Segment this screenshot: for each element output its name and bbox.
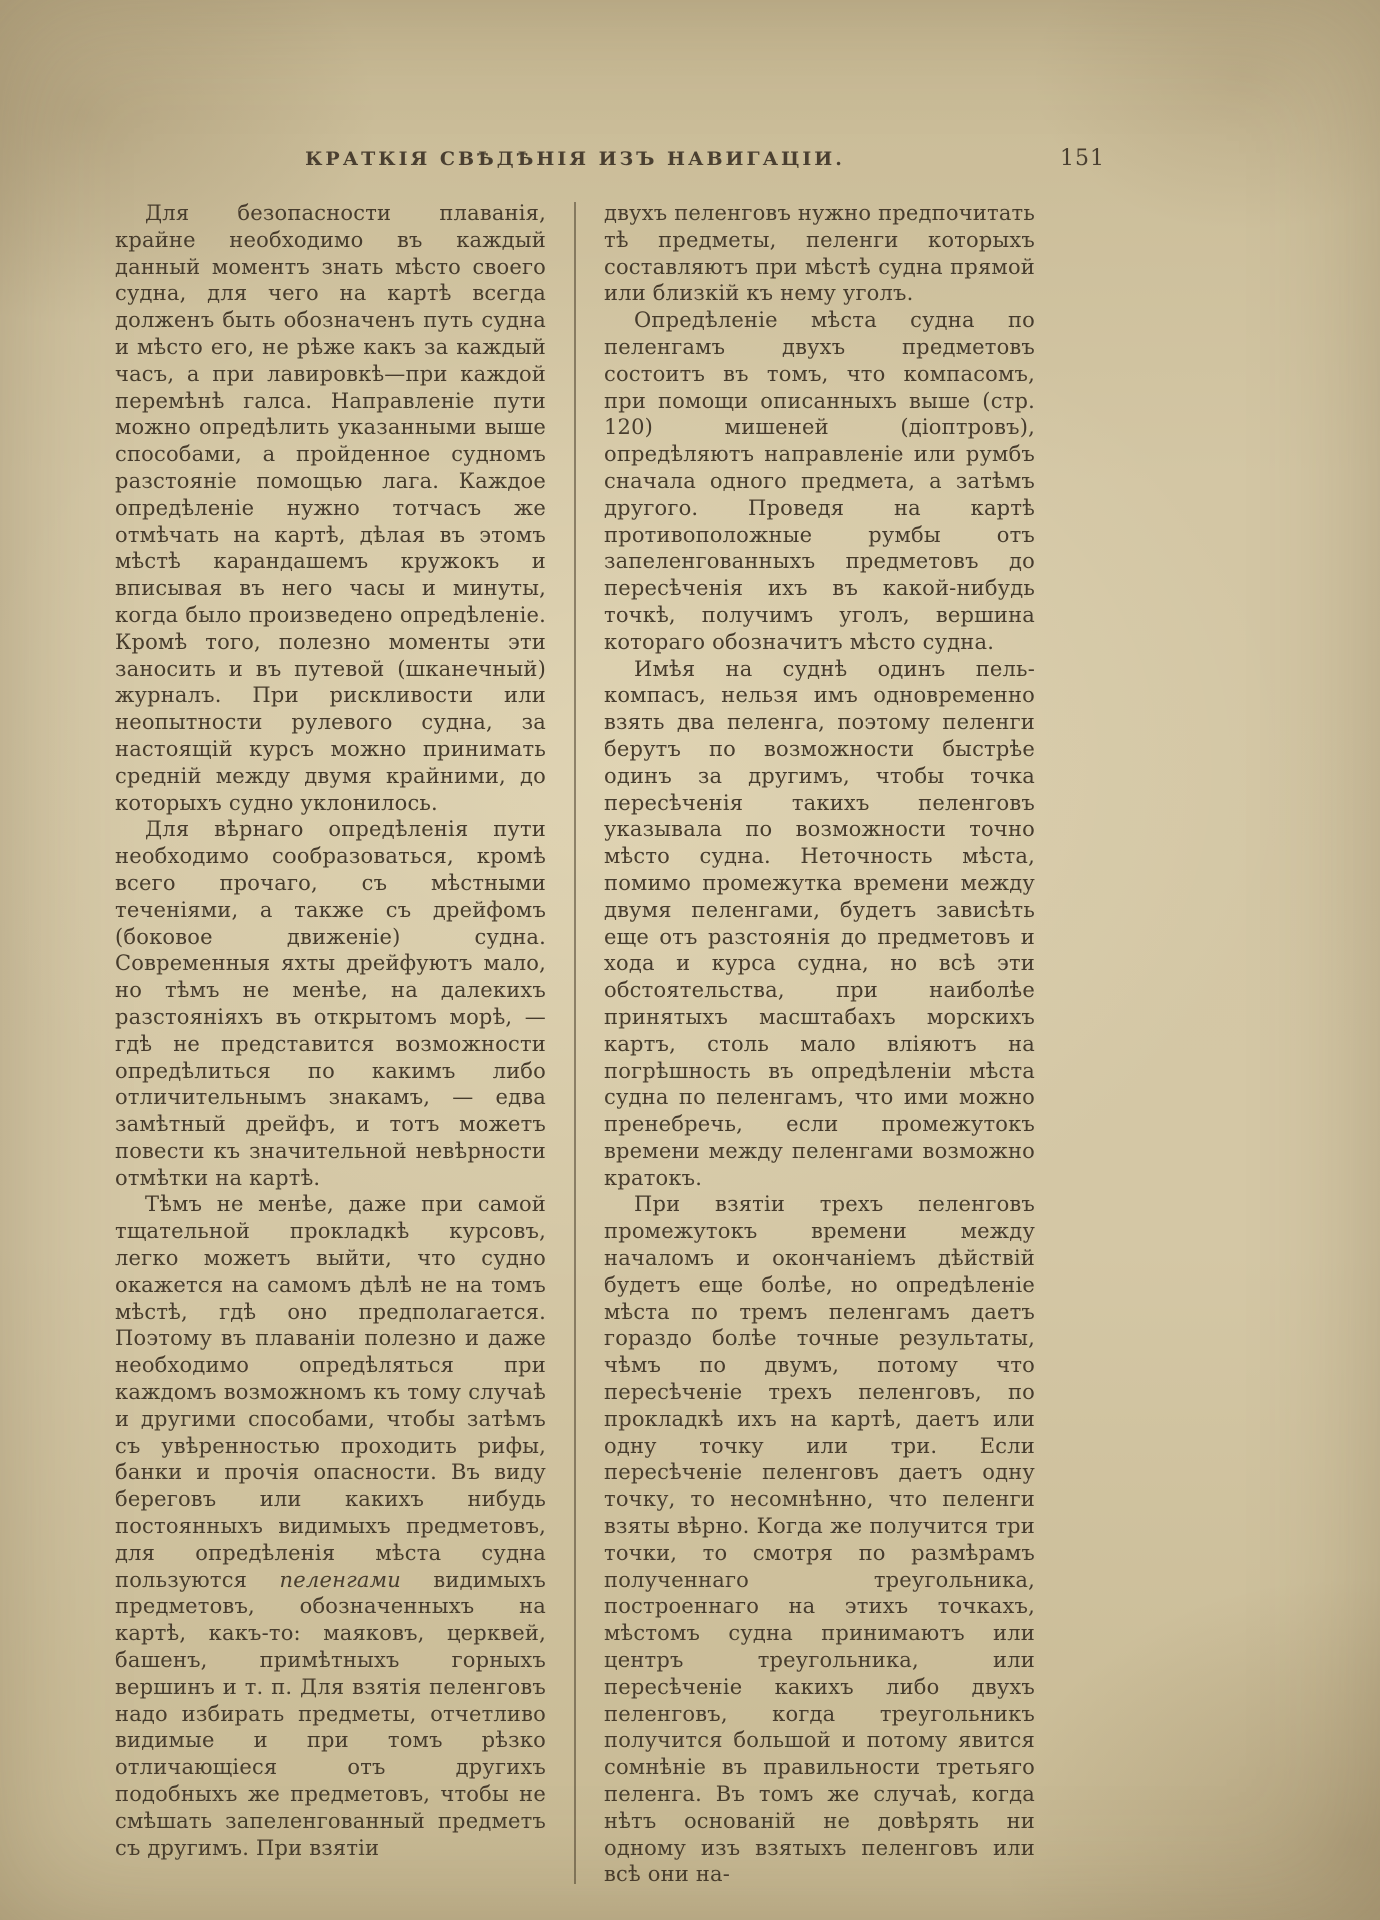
paragraph: Для вѣрнаго опредѣленія пути необходимо сообразоваться, кромѣ всего прочаго, съ мѣстными теченіями, а также съ дрейфомъ (боковое движеніе) судна. Современныя яхты дрейфуютъ мало, но тѣмъ не менѣе, на далекихъ разстояніяхъ въ открытомъ морѣ, — гдѣ не представится возможности опредѣлиться по какимъ либо отличительнымъ знакамъ, — едва замѣтный дрейфъ, и тотъ можетъ повести къ значительной невѣрности отмѣтки на картѣ. [115, 817, 546, 1190]
paragraph: При взятіи трехъ пеленговъ промежутокъ времени между началомъ и окончаніемъ дѣйствій будетъ еще болѣе, но опредѣленіе мѣста по тремъ пеленгамъ даетъ гораздо болѣе точные результаты, чѣмъ по двумъ, потому что пересѣченіе трехъ пеленговъ, по прокладкѣ ихъ на картѣ, даетъ или одну точку или три. Если пересѣченіе пеленговъ даетъ одну точку, то несомнѣнно, что пеленги взяты вѣрно. Когда же получится три точки, то смотря по размѣрамъ полученнаго треугольника, построеннаго на этихъ точкахъ, мѣстомъ судна принимаютъ или центръ треугольника, или пересѣченіе какихъ либо двухъ пеленговъ, когда треугольникъ получится большой и потому явится сомнѣніе въ правильности третьяго пеленга. Въ томъ же случаѣ, когда нѣтъ основаній не довѣрять ни одному изъ взятыхъ пеленговъ или всѣ они на- [604, 1192, 1035, 1887]
emphasized-term: пеленгами [279, 1567, 401, 1592]
paragraph-text: видимыхъ предметовъ, обозначенныхъ на картѣ, какъ-то: маяковъ, церквей, башенъ, примѣтныхъ горныхъ вершинъ и т. п. Для взятія пеленговъ надо избирать предметы, отчетливо видимые и при томъ рѣзко отличающіеся отъ другихъ подобныхъ же предметовъ, чтобы не смѣшать запеленгованный предметъ съ другимъ. При взятіи [115, 1567, 546, 1860]
paragraph: Имѣя на суднѣ одинъ пель-компасъ, нельзя имъ одновременно взять два пеленга, поэтому пеленги берутъ по возможности быстрѣе одинъ за другимъ, чтобы точка пересѣченія такихъ пеленговъ указывала по возможности точно мѣсто судна. Неточность мѣста, помимо промежутка времени между двумя пеленгами, будетъ зависѣть еще отъ разстоянія до предметовъ и хода и курса судна, но всѣ эти обстоятельства, при наиболѣе принятыхъ масштабахъ морскихъ картъ, столь мало вліяютъ на погрѣшность въ опредѣленіи мѣста судна по пеленгамъ, что ими можно пренебречь, если промежутокъ времени между пеленгами возможно кратокъ. [604, 656, 1035, 1190]
paragraph-continuation: двухъ пеленговъ нужно предпочитать тѣ предметы, пеленги которыхъ составляютъ при мѣстѣ судна прямой или близкій къ нему уголъ. [604, 201, 1035, 306]
column-divider [574, 202, 576, 1884]
running-head-title: КРАТКІЯ СВѢДѢНІЯ ИЗЪ НАВИГАЦІИ. [305, 148, 845, 170]
paragraph: Для безопасности плаванія, крайне необходимо въ каждый данный моментъ знать мѣсто своего судна, для чего на картѣ всегда долженъ быть обозначенъ путь судна и мѣсто его, не рѣже какъ за каждый часъ, а при лавировкѣ—при каждой перемѣнѣ галса. Направленіе пути можно опредѣлить указанными выше способами, а пройденное судномъ разстояніе помощью лага. Каждое опредѣленіе нужно тотчасъ же отмѣчать на картѣ, дѣлая въ этомъ мѣстѣ карандашемъ кружокъ и вписывая въ него часы и минуты, когда было произведено опредѣленіе. Кромѣ того, полезно моменты эти заносить и въ путевой (шканечный) журналъ. При рискливости или неопытности рулевого судна, за настоящій курсъ можно принимать средній между двумя крайними, до которыхъ судно уклонилось. [115, 201, 546, 815]
paragraph: Опредѣленіе мѣста судна по пеленгамъ двухъ предметовъ состоитъ въ томъ, что компасомъ, при помощи описанныхъ выше (стр. 120) мишеней (діоптровъ), опредѣляютъ направленіе или румбъ сначала одного предмета, а затѣмъ другого. Проведя на картѣ противоположные румбы отъ запеленгованныхъ предметовъ до пересѣченія ихъ въ какой-нибудь точкѣ, получимъ уголъ, вершина котораго обозначитъ мѣсто судна. [604, 308, 1035, 654]
left-column [115, 200, 560, 1888]
book-page [115, 148, 1105, 1888]
paragraph [115, 1191, 546, 1861]
text-columns [115, 200, 1035, 1888]
page-header [115, 148, 1105, 182]
right-column [590, 200, 1035, 1888]
paragraph-text: Тѣмъ не менѣе, даже при самой тщательной прокладкѣ курсовъ, легко можетъ выйти, что судно окажется на самомъ дѣлѣ не на томъ мѣстѣ, гдѣ оно предполагается. Поэтому въ плаваніи полезно и даже необходимо опредѣляться при каждомъ возможномъ къ тому случаѣ и другими способами, чтобы затѣмъ съ увѣренностью проходить рифы, банки и прочія опасности. Въ виду береговъ или какихъ нибудь постоянныхъ видимыхъ предметовъ, для опредѣленія мѣста судна пользуются [115, 1192, 546, 1592]
page-number: 151 [1060, 146, 1105, 171]
